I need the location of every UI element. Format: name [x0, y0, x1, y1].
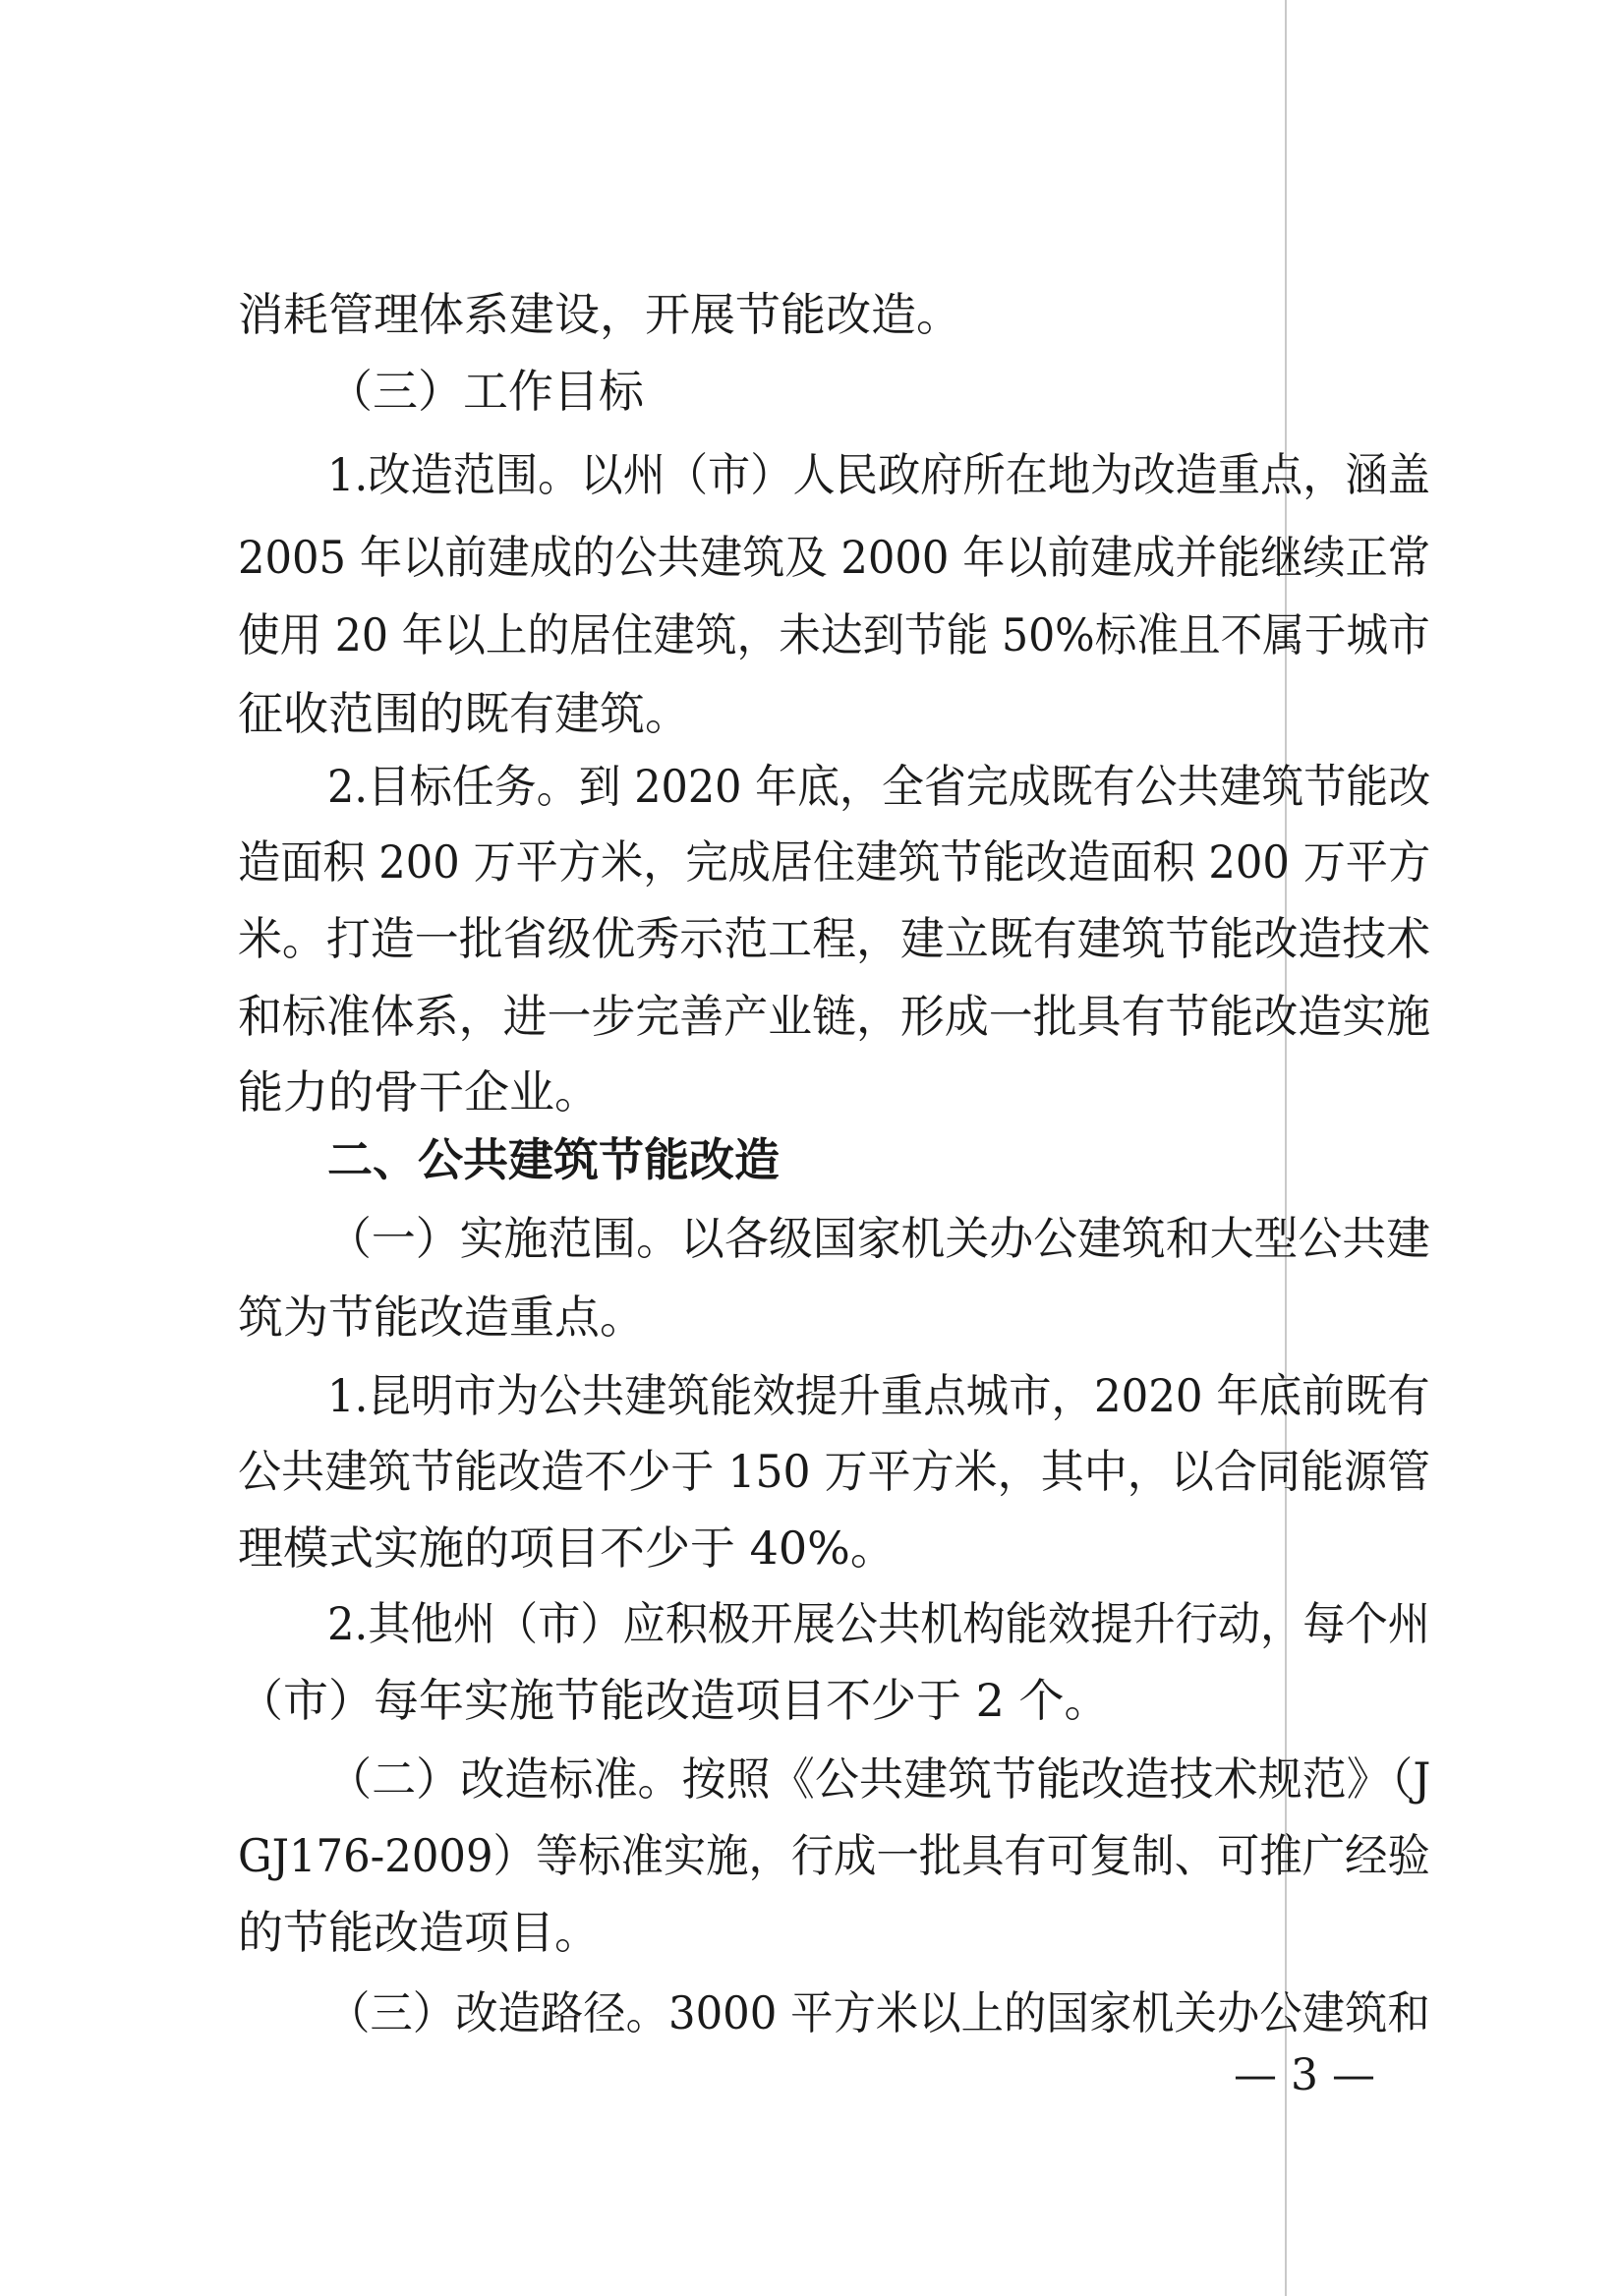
line-text: （市）每年实施节能改造项目不少于 2 个。 — [238, 1674, 1110, 1727]
line-text: 公共建筑节能改造不少于 150 万平方米，其中，以合同能源管 — [238, 1445, 1431, 1498]
line-text: 理模式实施的项目不少于 40%。 — [238, 1521, 896, 1575]
line-text: 筑为节能改造重点。 — [238, 1291, 645, 1344]
line-text: （三）工作目标 — [327, 365, 644, 418]
line-text: 的节能改造项目。 — [238, 1906, 600, 1959]
line-text: 1.改造范围。以州（市）人民政府所在地为改造重点，涵盖 — [327, 448, 1430, 501]
line-text: 2.其他州（市）应积极开展公共机构能效提升行动，每个州 — [327, 1597, 1430, 1650]
line-text: 2.目标任务。到 2020 年底，全省完成既有公共建筑节能改 — [327, 760, 1431, 813]
line-text: 和标准体系，进一步完善产业链，形成一批具有节能改造实施 — [238, 990, 1431, 1043]
scan-fold-line — [1285, 0, 1287, 2296]
heading-text: 二、公共建筑节能改造 — [327, 1133, 780, 1186]
line-text: 使用 20 年以上的居住建筑，未达到节能 50%标准且不属于城市 — [238, 608, 1430, 661]
line-text: 能力的骨干企业。 — [238, 1065, 600, 1119]
line-text: 2005 年以前建成的公共建筑及 2000 年以前建成并能继续正常 — [238, 531, 1430, 584]
line-text: 1.昆明市为公共建筑能效提升重点城市，2020 年底前既有 — [327, 1369, 1430, 1422]
page-number: — 3 — — [1234, 2050, 1375, 2100]
line-text: 消耗管理体系建设，开展节能改造。 — [238, 288, 961, 341]
line-text: 米。打造一批省级优秀示范工程，建立既有建筑节能改造技术 — [238, 912, 1431, 965]
line-text: （一）实施范围。以各级国家机关办公建筑和大型公共建 — [327, 1212, 1431, 1265]
line-text: GJ176-2009）等标准实施，行成一批具有可复制、可推广经验 — [238, 1829, 1430, 1882]
line-text: （三）改造路径。3000 平方米以上的国家机关办公建筑和 — [327, 1986, 1430, 2039]
line-text: 造面积 200 万平方米，完成居住建筑节能改造面积 200 万平方 — [238, 835, 1431, 889]
line-text: （二）改造标准。按照《公共建筑节能改造技术规范》（J — [327, 1752, 1431, 1806]
line-text: 征收范围的既有建筑。 — [238, 687, 690, 740]
